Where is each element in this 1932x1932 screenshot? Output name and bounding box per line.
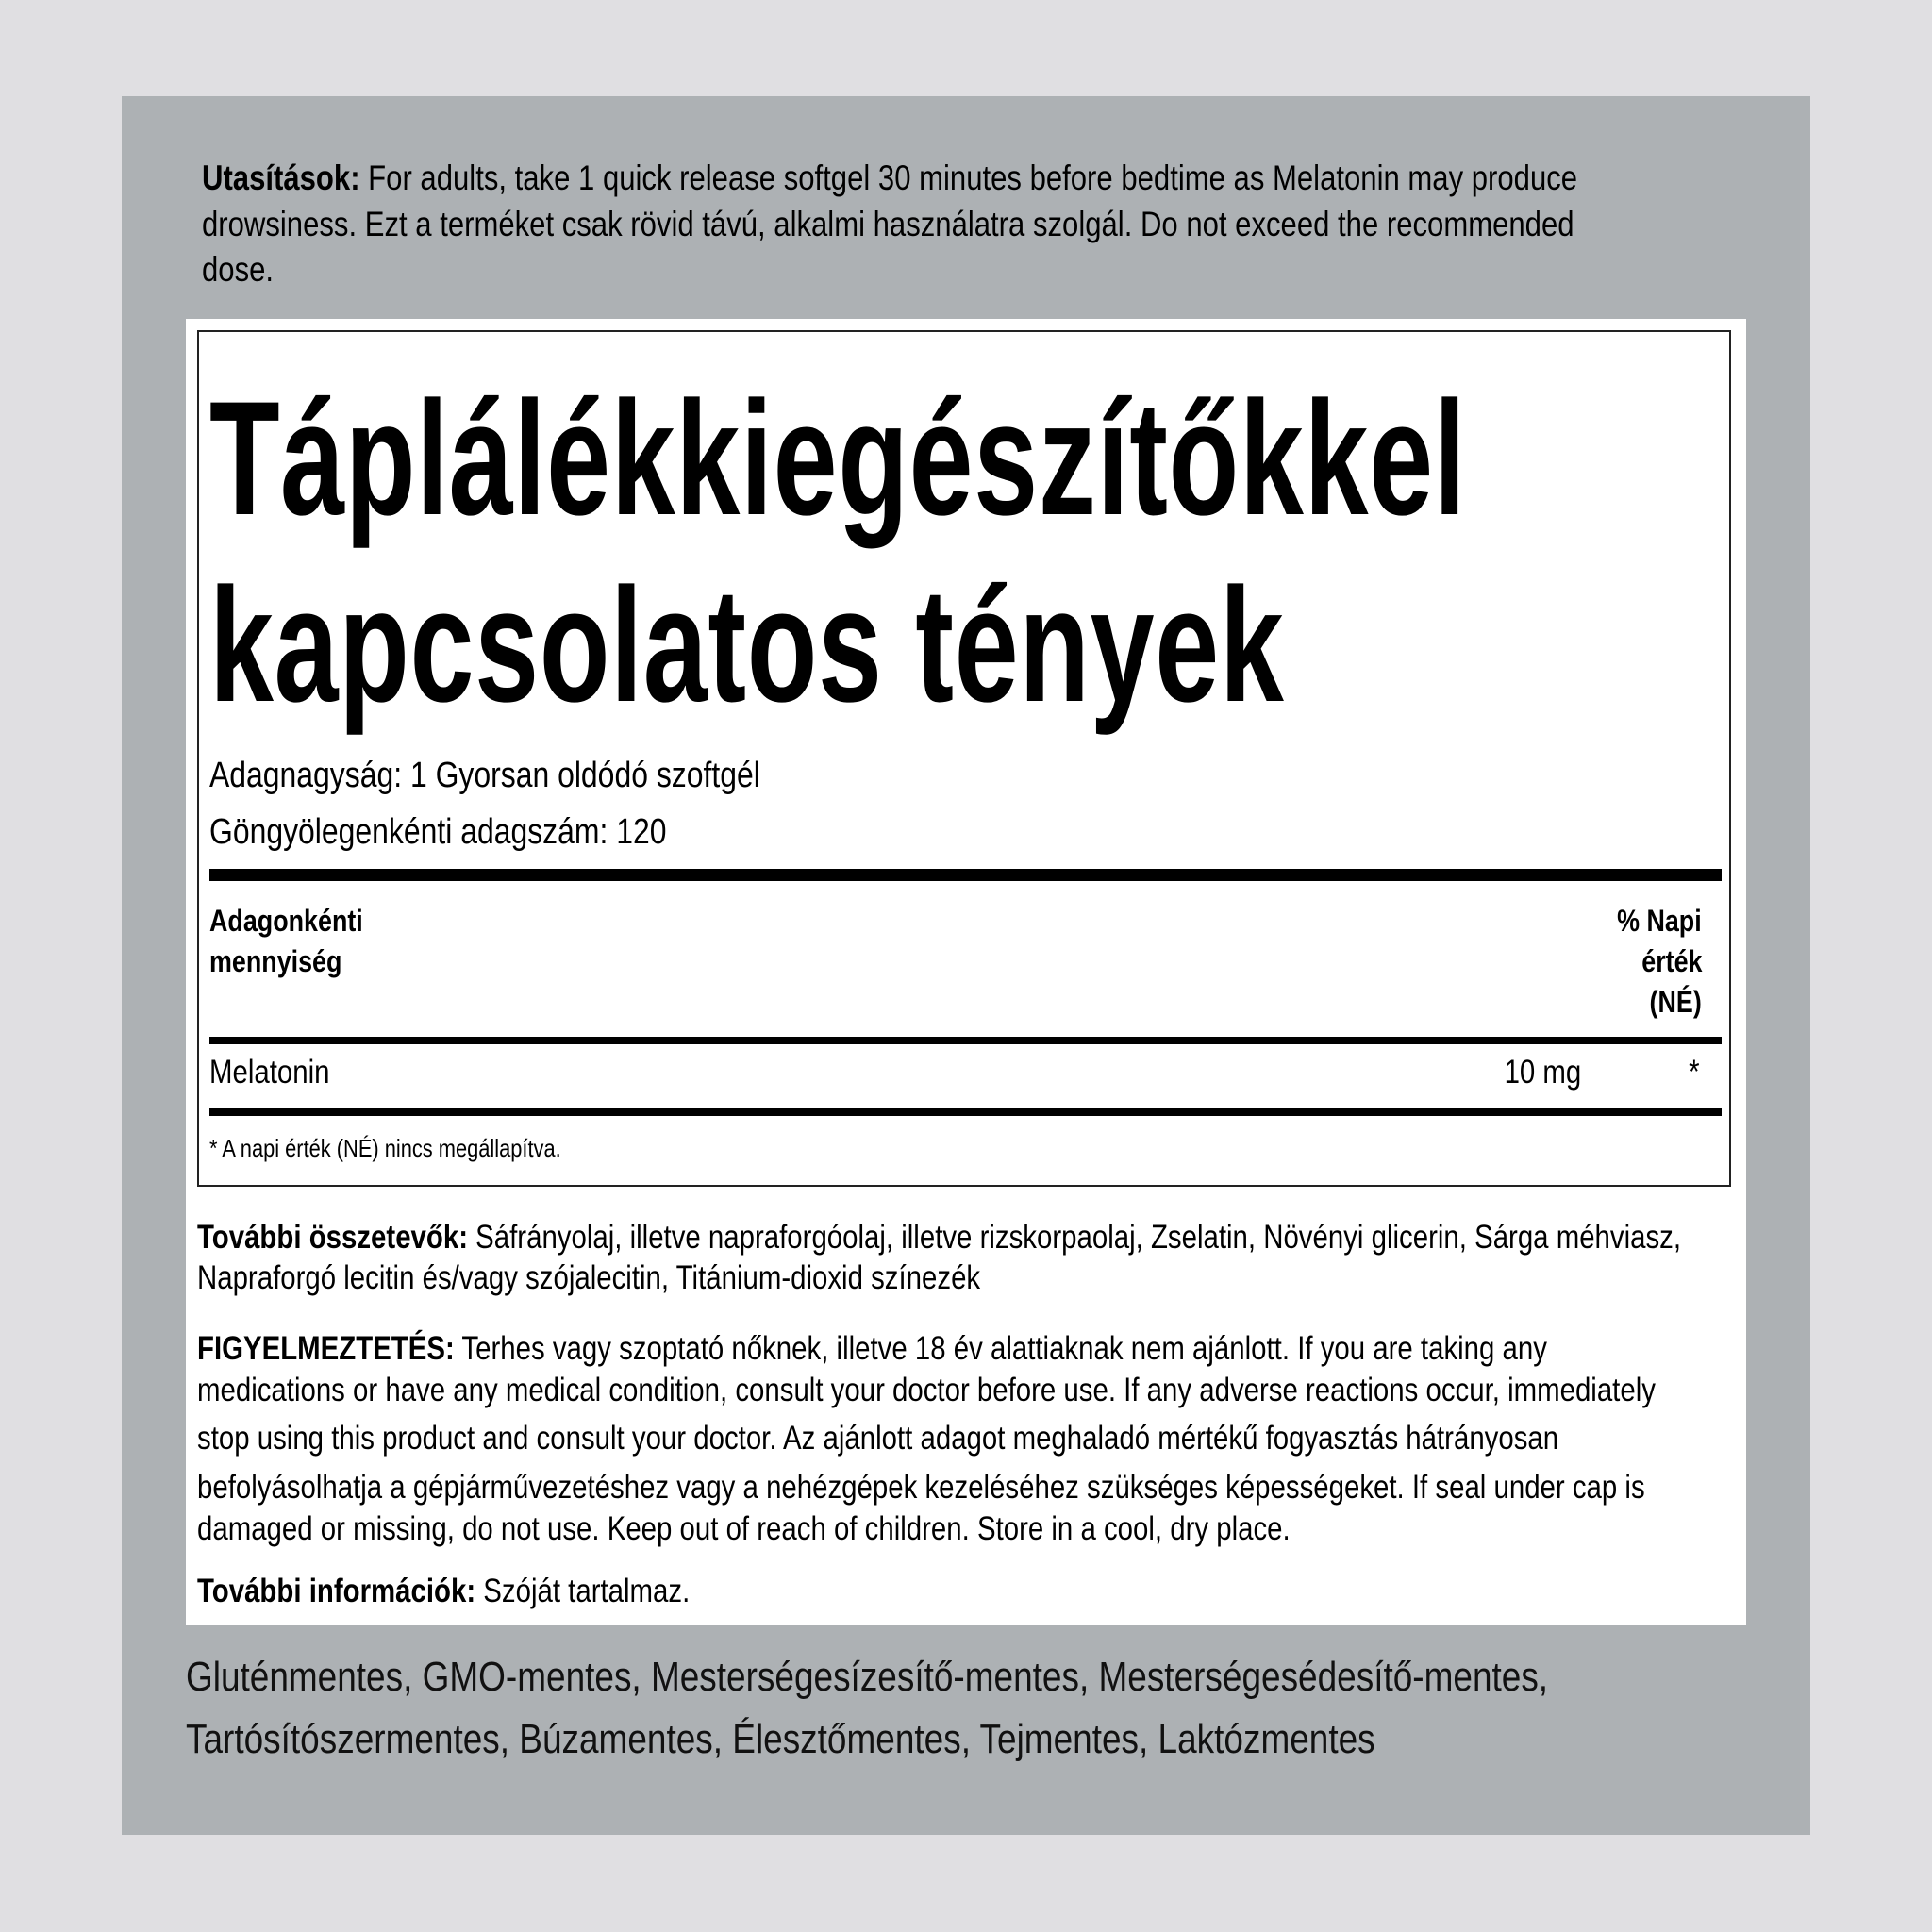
divider [209, 1108, 1722, 1116]
facts-title: kapcsolatos tények [209, 555, 1285, 736]
nutrient-dv: * [1689, 1054, 1700, 1091]
more-info-label: További információk: [197, 1573, 476, 1609]
footnote: * A napi érték (NÉ) nincs megállapítva. [209, 1134, 561, 1162]
instructions-line: dose. [202, 250, 275, 289]
instructions-text: For adults, take 1 quick release softgel 30 minutes before bedtime as Melatonin may produce [368, 158, 1578, 197]
instructions-line: drowsiness. Ezt a terméket csak rövid távú, alkalmi használatra szolgál. Do not exceed the recommended [202, 205, 1574, 243]
instructions-line [202, 160, 1577, 195]
free-from-line: Tartósítószermentes, Búzamentes, Élesztőmentes, Tejmentes, Laktózmentes [186, 1716, 1375, 1762]
other-ingredients-text: Sáfrányolaj, illetve napraforgóolaj, illetve rizskorpaolaj, Zselatin, Növényi glicerin, Sárga méhviasz, [475, 1219, 1682, 1256]
warning-line: stop using this product and consult your doctor. Az ajánlott adagot meghaladó mértékű fogyasztás hátrányosan [197, 1420, 1559, 1457]
facts-title: Táplálékkiegészítőkkel [209, 368, 1467, 549]
header-dv: (NÉ) [1649, 985, 1702, 1019]
other-ingredients-line [197, 1221, 1681, 1254]
servings-per-container: Göngyölegenkénti adagszám: 120 [209, 812, 667, 852]
nutrient-amount: 10 mg [1504, 1054, 1581, 1091]
header-amount: Adagonkénti [209, 904, 363, 938]
other-ingredients-label: További összetevők: [197, 1219, 469, 1256]
divider [209, 1037, 1722, 1044]
more-info-text: Szóját tartalmaz. [483, 1573, 691, 1609]
thick-divider [209, 869, 1722, 881]
warning-line [197, 1332, 1547, 1365]
warning-line: befolyásolhatja a gépjárművezetéshez vagy a nehézgépek kezeléséhez szükséges képességeket. If seal under cap is [197, 1469, 1645, 1506]
serving-size: Adagnagyság: 1 Gyorsan oldódó szoftgél [209, 756, 760, 795]
instructions-label: Utasítások: [202, 158, 360, 197]
nutrient-name: Melatonin [209, 1054, 330, 1091]
header-dv: érték [1641, 944, 1702, 978]
header-dv: % Napi [1617, 904, 1702, 938]
warning-line: damaged or missing, do not use. Keep out of reach of children. Store in a cool, dry place. [197, 1510, 1291, 1547]
other-ingredients-line: Napraforgó lecitin és/vagy szójalecitin, Titánium-dioxid színezék [197, 1259, 981, 1296]
warning-line: medications or have any medical condition, consult your doctor before use. If any adverse reactions occur, immediately [197, 1372, 1656, 1408]
warning-label: FIGYELMEZTETÉS: [197, 1330, 455, 1367]
header-amount: mennyiség [209, 944, 342, 978]
more-info-line [197, 1574, 690, 1607]
warning-text: Terhes vagy szoptató nőknek, illetve 18 év alattiaknak nem ajánlott. If you are taking any [461, 1330, 1547, 1367]
free-from-line: Gluténmentes, GMO-mentes, Mesterségesízesítő-mentes, Mesterségesédesítő-mentes, [186, 1654, 1549, 1700]
